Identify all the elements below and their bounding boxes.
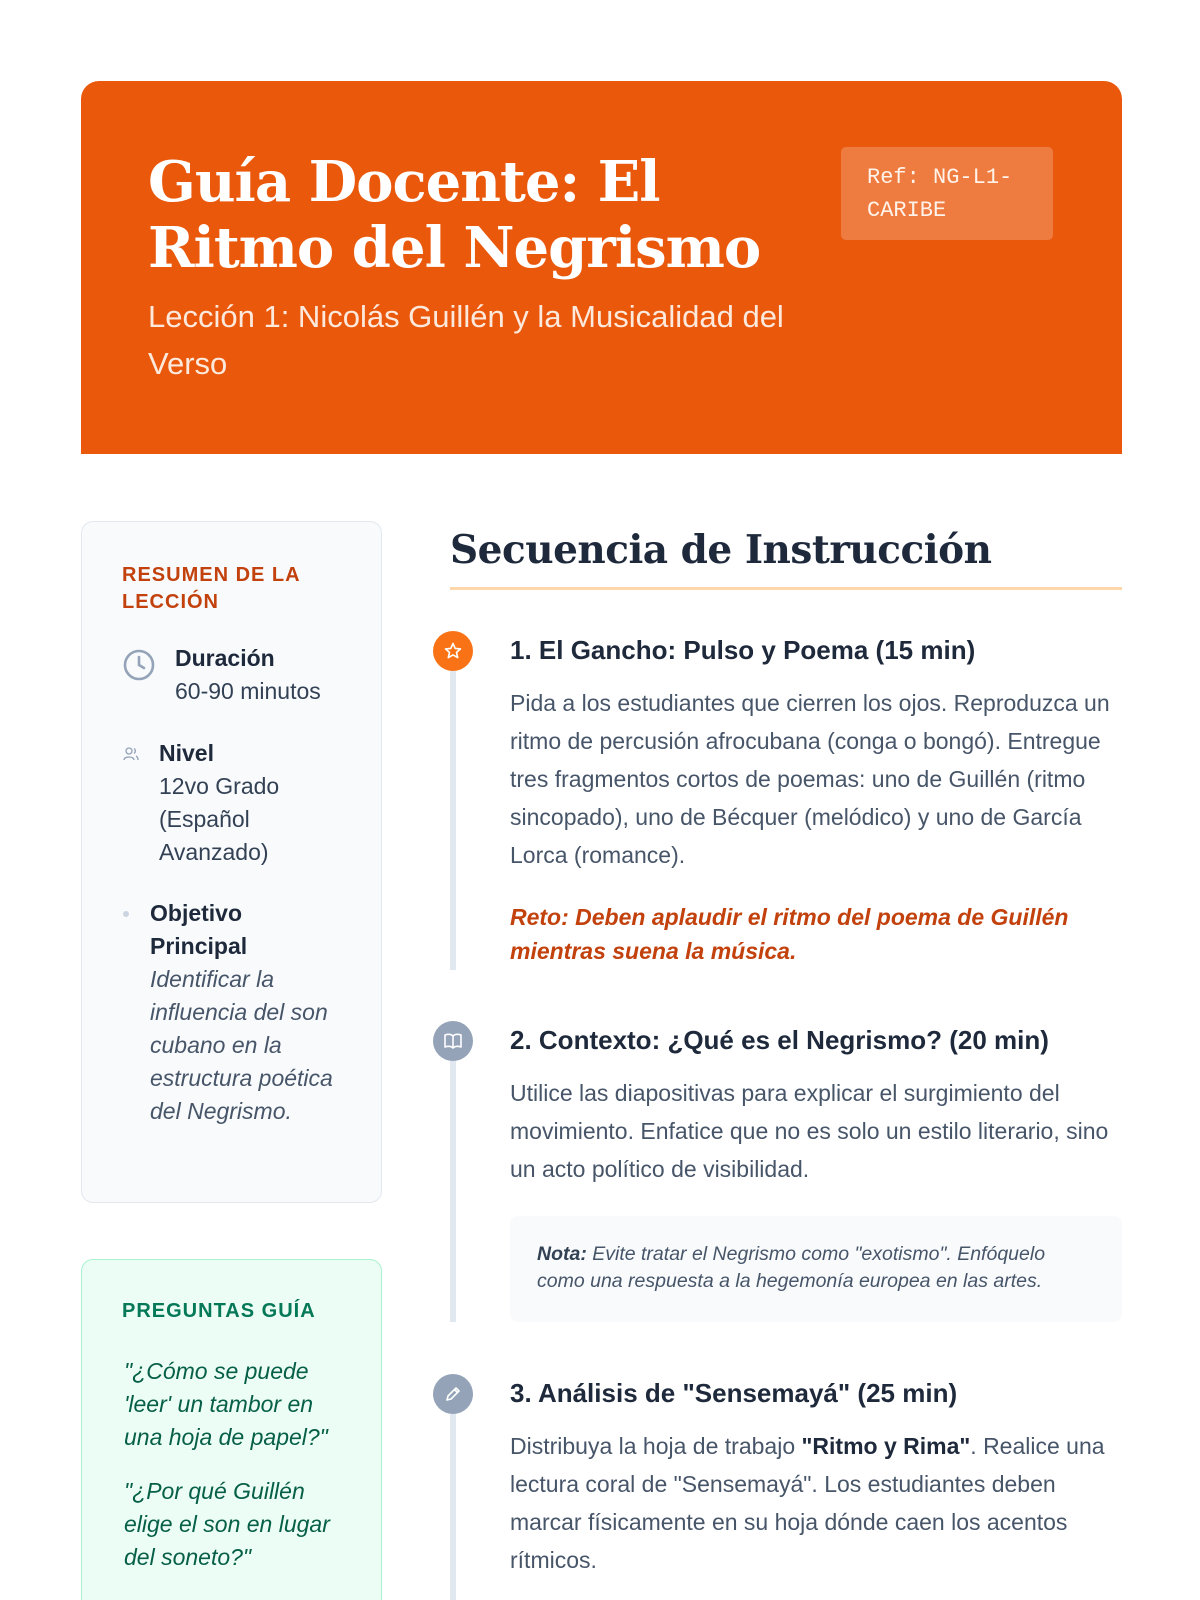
book-icon	[442, 1030, 464, 1052]
step-2-title: 2. Contexto: ¿Qué es el Negrismo? (20 min)	[510, 1025, 1049, 1055]
lesson-summary-card	[81, 521, 382, 1203]
timeline-line	[450, 1060, 456, 1322]
section-divider	[450, 587, 1122, 590]
guide-question: "¿Por qué Guillén elige el son en lugar del soneto?"	[124, 1478, 330, 1570]
lesson-header	[81, 81, 1122, 454]
objective-title: Objetivo Principal	[150, 900, 248, 959]
step-2-body: Utilice las diapositivas para explicar el surgimiento del movimiento. Enfatice que no es solo un estilo literario, sino un acto político de visibilidad.	[510, 1080, 1109, 1182]
step-3-marker	[433, 1374, 473, 1414]
guide-questions-card	[81, 1259, 382, 1600]
note-text: Evite tratar el Negrismo como "exotismo". Enfóquelo como una respuesta a la hegemonía europea en las artes.	[537, 1243, 1046, 1292]
timeline-line	[450, 1412, 456, 1600]
questions-label: PREGUNTAS GUÍA	[122, 1300, 316, 1322]
reference-badge: Ref: NG-L1-CARIBE	[841, 147, 1053, 240]
step-1-marker	[433, 631, 473, 671]
objective-value: Identificar la influencia del son cubano en la estructura poética del Negrismo.	[150, 966, 333, 1124]
clock-icon	[122, 648, 156, 682]
note-label: Nota:	[537, 1243, 587, 1265]
page-subtitle: Lección 1: Nicolás Guillén y la Musicalidad del Verso	[148, 299, 784, 381]
step-3-body-text: . Realice una lectura coral de "Sensemayá". Los estudiantes deben marcar físicamente en su hoja dónde caen los acentos rítmicos.	[510, 1433, 1105, 1573]
step-3-body-text: Distribuya la hoja de trabajo	[510, 1433, 802, 1459]
page-title: Guía Docente: El Ritmo del Negrismo	[148, 149, 761, 281]
section-title: Secuencia de Instrucción	[450, 527, 992, 573]
step-1-title: 1. El Gancho: Pulso y Poema (15 min)	[510, 635, 976, 665]
star-icon	[443, 641, 463, 661]
duration-title: Duración	[175, 645, 275, 671]
step-3-body	[510, 1427, 1122, 1579]
step-3-title: 3. Análisis de "Sensemayá" (25 min)	[510, 1378, 958, 1408]
step-1-body: Pida a los estudiantes que cierren los ojos. Reproduzca un ritmo de percusión afrocubana (conga o bongó). Entregue tres fragmentos cortos de poemas: uno de Guillén (ritmo sincopado), uno de Bécquer (melódico) y uno de García Lorca (romance).	[510, 690, 1110, 868]
duration-value: 60-90 minutos	[175, 678, 321, 704]
step-2-marker	[433, 1021, 473, 1061]
level-value: 12vo Grado (Español Avanzado)	[159, 773, 280, 865]
summary-label: RESUMEN DE LA LECCIÓN	[122, 564, 300, 613]
step-1-challenge: Reto: Deben aplaudir el ritmo del poema de Guillén mientras suena la música.	[510, 904, 1069, 964]
users-icon	[122, 745, 140, 763]
timeline-line	[450, 670, 456, 970]
guide-question: "¿Cómo se puede 'leer' un tambor en una hoja de papel?"	[124, 1358, 328, 1450]
worksheet-name: "Ritmo y Rima"	[801, 1433, 971, 1459]
teacher-note	[510, 1216, 1122, 1322]
pencil-icon	[443, 1384, 463, 1404]
dot-icon	[122, 910, 130, 918]
level-title: Nivel	[159, 740, 214, 766]
